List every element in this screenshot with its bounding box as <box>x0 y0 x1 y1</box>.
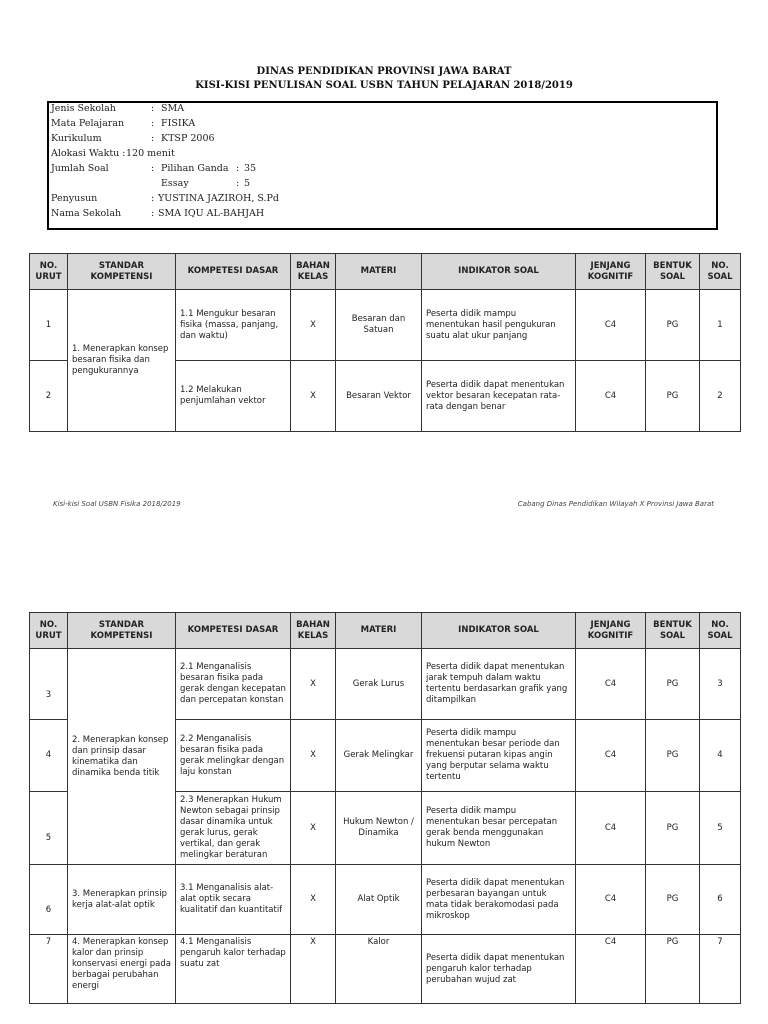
table-row: 4 2.2 Menganalisis besaran fisika pada gerak melingkar dengan laju konstan X Gerak Melingkar Peserta didik mampu menentukan besar periode dan frekuensi putaran kipas angin yang berputar selama waktu tertentu C4 PG 4 <box>30 720 741 792</box>
col-bahan: BAHAN KELAS <box>291 613 336 649</box>
col-no-soal: NO. SOAL <box>700 254 741 290</box>
table-row: 1 1. Menerapkan konsep besaran fisika dan pengukurannya 1.1 Mengukur besaran fisika (massa, panjang, dan waktu) X Besaran dan Satuan Peserta didik mampu menentukan hasil pengukuran suatu alat ukur panjang C4 PG 1 <box>30 290 741 361</box>
col-indikator: INDIKATOR SOAL <box>422 254 576 290</box>
document-title: DINAS PENDIDIKAN PROVINSI JAWA BARAT <box>256 66 512 77</box>
kisi-table-1 <box>29 253 741 432</box>
col-jenjang: JENJANG KOGNITIF <box>576 613 646 649</box>
table-header-row <box>30 613 741 649</box>
col-standar: STANDAR KOMPETENSI <box>68 254 176 290</box>
col-materi: MATERI <box>336 613 422 649</box>
col-materi: MATERI <box>336 254 422 290</box>
col-no-urut: NO. URUT <box>30 613 68 649</box>
table-row: 2 1.2 Melakukan penjumlahan vektor X Besaran Vektor Peserta didik dapat menentukan vektor besaran kecepatan rata-rata dengan benar C4 PG 2 <box>30 361 741 432</box>
footer-left: Kisi-kisi Soal USBN Fisika 2018/2019 <box>53 500 181 508</box>
col-bentuk: BENTUK SOAL <box>646 613 700 649</box>
table-header-row <box>30 254 741 290</box>
document-subtitle: KISI-KISI PENULISAN SOAL USBN TAHUN PELAJARAN 2018/2019 <box>195 80 573 91</box>
table-row: 6 3. Menerapkan prinsip kerja alat-alat optik 3.1 Menganalisis alat-alat optik secara kualitatif dan kuantitatif X Alat Optik Peserta didik dapat menentukan perbesaran bayangan untuk mata tidak berakomodasi pada mikroskop C4 PG 6 <box>30 865 741 935</box>
standar-kompetensi-cell: 4. Menerapkan konsep kalor dan prinsip konservasi energi pada berbagai perubahan energi <box>68 935 176 1004</box>
footer-right: Cabang Dinas Pendidikan Wilayah X Provinsi Jawa Barat <box>517 500 714 508</box>
standar-kompetensi-cell: 3. Menerapkan prinsip kerja alat-alat optik <box>68 865 176 935</box>
col-kd: KOMPETESI DASAR <box>176 254 291 290</box>
kisi-table-2 <box>29 612 741 1004</box>
col-no-soal: NO. SOAL <box>700 613 741 649</box>
col-jenjang: JENJANG KOGNITIF <box>576 254 646 290</box>
standar-kompetensi-cell: 1. Menerapkan konsep besaran fisika dan pengukurannya <box>68 290 176 432</box>
standar-kompetensi-cell: 2. Menerapkan konsep dan prinsip dasar kinematika dan dinamika benda titik <box>68 649 176 865</box>
col-standar: STANDAR KOMPETENSI <box>68 613 176 649</box>
table-row: 7 4. Menerapkan konsep kalor dan prinsip konservasi energi pada berbagai perubahan energi 4.1 Menganalisis pengaruh kalor terhadap suatu zat X Kalor Peserta didik dapat menentukan pengaruh kalor terhadap perubahan wujud zat C4 PG 7 <box>30 935 741 1004</box>
col-bentuk: BENTUK SOAL <box>646 254 700 290</box>
col-indikator: INDIKATOR SOAL <box>422 613 576 649</box>
col-no-urut: NO. URUT <box>30 254 68 290</box>
table-row: 5 2.3 Menerapkan Hukum Newton sebagai prinsip dasar dinamika untuk gerak lurus, gerak vertikal, dan gerak melingkar beraturan X Hukum Newton / Dinamika Peserta didik mampu menentukan besar percepatan gerak benda menggunakan hukum Newton C4 PG 5 <box>30 792 741 865</box>
school-info-box: Jenis Sekolah : SMA Mata Pelajaran : FISIKA Kurikulum : KTSP 2006 Alokasi Waktu : 120 menit Jumlah Soal : Pilihan Ganda : 35 Essay : 5 Penyusun : YUSTINA JAZIROH, S.Pd Nama Sekolah : SMA IQU AL-BAHJAH <box>47 101 718 230</box>
col-bahan: BAHAN KELAS <box>291 254 336 290</box>
col-kd: KOMPETESI DASAR <box>176 613 291 649</box>
table-row: 3 2. Menerapkan konsep dan prinsip dasar kinematika dan dinamika benda titik 2.1 Menganalisis besaran fisika pada gerak dengan kecepatan dan percepatan konstan X Gerak Lurus Peserta didik dapat menentukan jarak tempuh dalam waktu tertentu berdasarkan grafik yang ditampilkan C4 PG 3 <box>30 649 741 720</box>
